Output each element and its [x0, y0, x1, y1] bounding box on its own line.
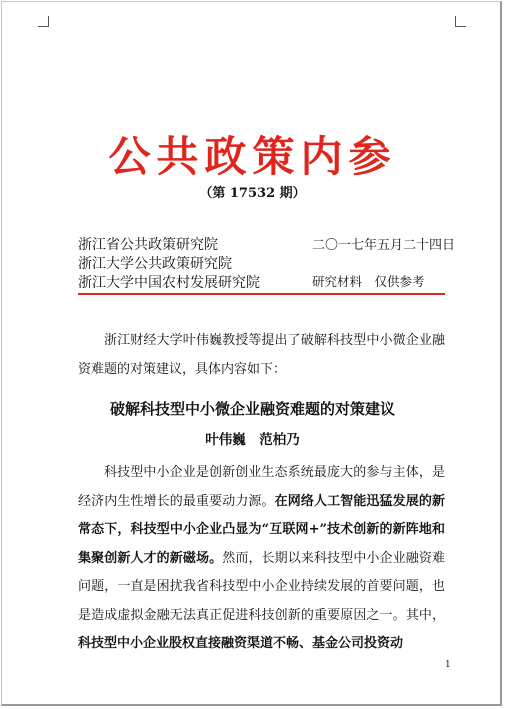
publish-date: 二〇一七年五月二十四日 [312, 238, 456, 253]
organization-line: 浙江大学公共政策研究院 [78, 256, 232, 272]
crop-mark-top-right [455, 16, 466, 27]
main-text-part: 科技型中小企业是创新创业生态系统最庞大的参与主体，是经济内生性增长的最重要动力源。 [78, 465, 445, 509]
header-divider [78, 293, 445, 295]
main-text-bold: 科技型中小企业股权直接融资渠道不畅、基金公司投资动 [78, 636, 404, 651]
main-text-bold: 在网络人工智能迅猛发展的新常态下，科技型中小企业凸显为“互联网+”技术创新的新阵地和集聚创新人才的新磁场。 [78, 493, 445, 566]
article-authors: 叶伟巍 范柏乃 [205, 432, 300, 448]
organization-line: 浙江大学中国农村发展研究院 [78, 275, 260, 291]
organization-line: 浙江省公共政策研究院 [78, 237, 218, 253]
masthead-title: 公共政策内参 [108, 132, 397, 181]
issue-number: （第 17532 期） [199, 186, 306, 201]
crop-mark-top-left [38, 16, 49, 27]
intro-paragraph: 浙江财经大学叶伟巍教授等提出了破解科技型中小微企业融资难题的对策建议，具体内容如下： [78, 333, 445, 377]
article-title: 破解科技型中小微企业融资难题的对策建议 [109, 400, 395, 418]
page-number: 1 [445, 660, 451, 670]
main-paragraph [78, 459, 445, 659]
classification-note: 研究材料 仅供参考 [312, 274, 425, 289]
main-text-part: 然而，长期以来科技型中小企业融资难问题，一直是困扰我省科技型中小企业持续发展的首要问题，也是造成虚拟金融无法真正促进科技创新的重要原因之一。其中， [78, 550, 445, 623]
